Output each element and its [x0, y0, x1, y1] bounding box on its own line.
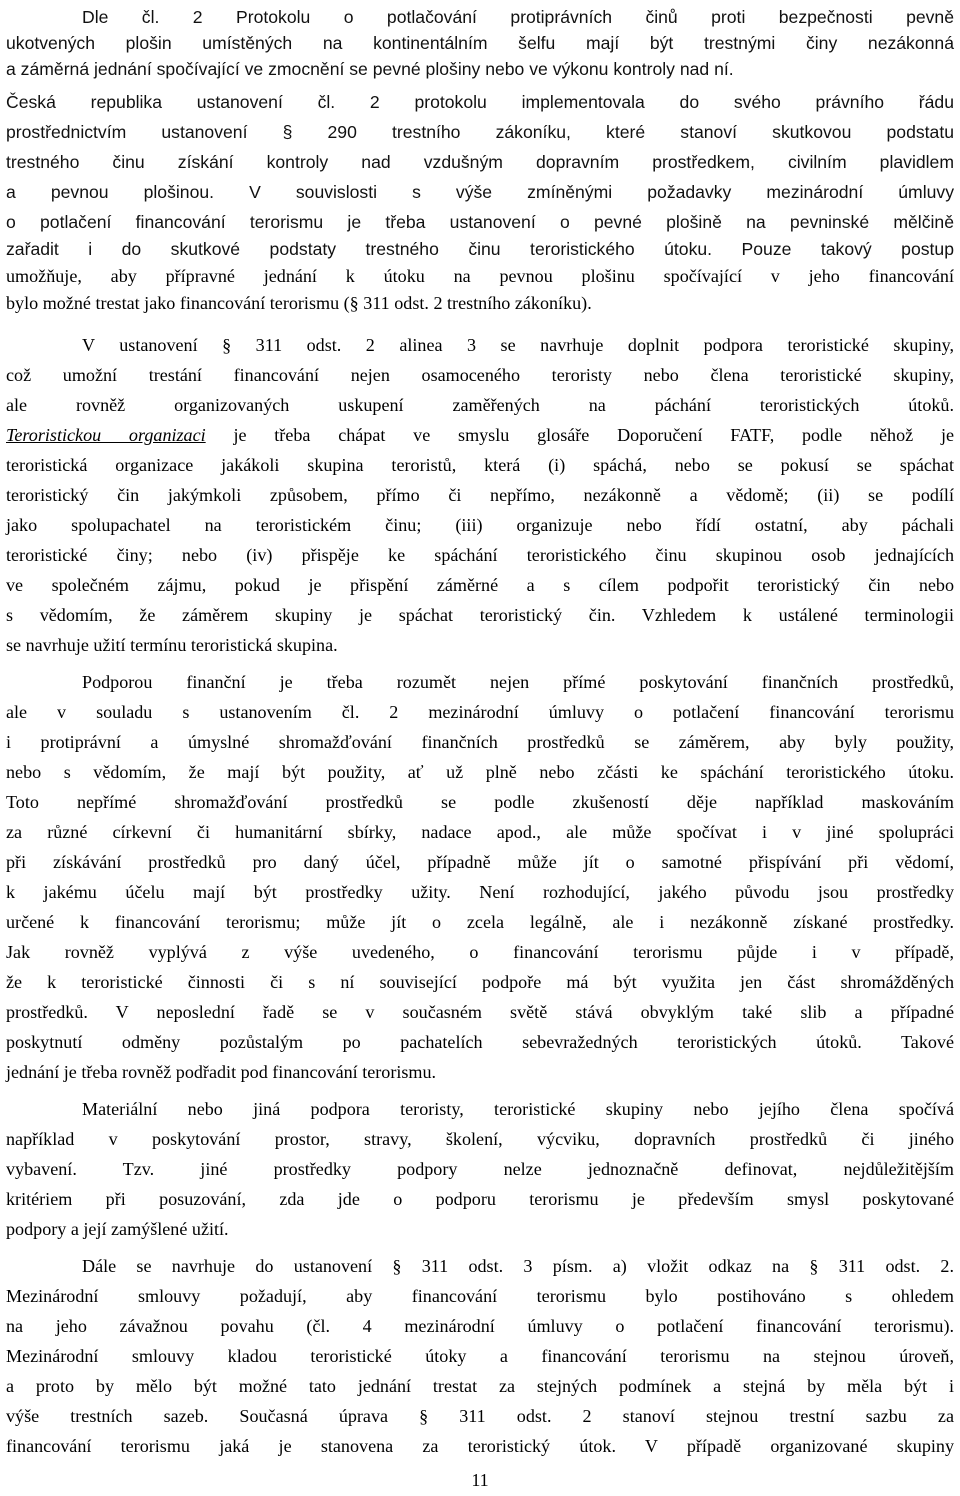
- text-line: trestného činu získání kontroly nad vzdušným dopravním prostředkem, civilním plavidlem: [6, 152, 954, 172]
- text-line: zařadit i do skutkové podstaty trestného činu teroristického útoku. Pouze takový postup: [6, 239, 954, 259]
- text-line: vybavení. Tzv. jiné prostředky podpory nelze jednoznačně definovat, nejdůležitějším: [6, 1159, 954, 1179]
- text-line: Česká republika ustanovení čl. 2 protokolu implementovala do svého právního řádu: [6, 92, 954, 112]
- text-line: ale rovněž organizovaných uskupení zaměřených na páchání teroristických útoků.: [6, 395, 954, 415]
- text-line: o potlačení financování terorismu je třeba ustanovení o pevné plošině na pevninské mělčině: [6, 212, 954, 232]
- text-line: V ustanovení § 311 odst. 2 alinea 3 se navrhuje doplnit podpora teroristické skupiny,: [82, 335, 954, 355]
- text-line: Teroristickou organizaci je třeba chápat ve smyslu glosáře Doporučení FATF, podle něhož je: [6, 425, 955, 445]
- text-line: jednání je třeba rovněž podřadit pod financování terorismu.: [6, 1062, 437, 1082]
- text-line: ve společném zájmu, pokud je přispění záměrné a s cílem podpořit teroristický čin nebo: [6, 575, 954, 595]
- text-line: se navrhuje užití termínu teroristická skupina.: [6, 635, 338, 655]
- text-line: a pevnou plošinou. V souvislosti s výše zmíněnými požadavky mezinárodní úmluvy: [6, 182, 954, 202]
- text-line: Dále se navrhuje do ustanovení § 311 odst. 3 písm. a) vložit odkaz na § 311 odst. 2.: [82, 1256, 954, 1276]
- text-line: Mezinárodní smlouvy požadují, aby financování terorismu bylo postihováno s ohledem: [6, 1286, 954, 1306]
- text-line: teroristický čin jakýmkoli způsobem, přímo či nepřímo, nezákonně a vědomě; (ii) se podílí: [6, 485, 954, 505]
- text-line: s vědomím, že záměrem skupiny je spáchat teroristický čin. Vzhledem k ustálené terminologii: [6, 605, 954, 625]
- text-line: Jak rovněž vyplývá z výše uvedeného, o financování terorismu půjde i v případě,: [6, 942, 954, 962]
- text-line: a záměrná jednání spočívající ve zmocnění se pevné plošiny nebo ve výkonu kontroly nad ní.: [6, 59, 734, 79]
- text-line: Mezinárodní smlouvy kladou teroristické útoky a financování terorismu na stejnou úroveň,: [6, 1346, 954, 1366]
- text-line: při získávání prostředků pro daný účel, případně může jít o samotné přispívání při vědomí,: [6, 852, 954, 872]
- page-number: 11: [471, 1470, 489, 1490]
- text-line: například v poskytování prostor, stravy, školení, výcviku, dopravních prostředků či jiného: [6, 1129, 954, 1149]
- text-line: Materiální nebo jiná podpora teroristy, teroristické skupiny nebo jejího člena spočívá: [82, 1099, 954, 1119]
- text-line: bylo možné trestat jako financování terorismu (§ 311 odst. 2 trestního zákoníku).: [6, 293, 592, 313]
- text-line: prostředků. V neposlední řadě se v současném světě stává obvyklým také slib a případné: [6, 1002, 954, 1022]
- text-line: umožňuje, aby přípravné jednání k útoku na pevnou plošinu spočívající v jeho financování: [6, 266, 954, 286]
- text-line: financování terorismu jaká je stanovena za teroristický útok. V případě organizované skupiny: [6, 1436, 954, 1456]
- text-line: teroristická organizace jakákoli skupina teroristů, která (i) spáchá, nebo se pokusí se spáchat: [6, 455, 954, 475]
- text-line: Toto nepřímé shromažďování prostředků se podle zkušeností děje například maskováním: [6, 792, 954, 812]
- text-line: ale v souladu s ustanovením čl. 2 mezinárodní úmluvy o potlačení financování terorismu: [6, 702, 954, 722]
- text-line: prostřednictvím ustanovení § 290 trestního zákoníku, které stanoví skutkovou podstatu: [6, 122, 954, 142]
- text-line: nebo s vědomím, že mají být použity, ať už plně nebo zčásti ke spáchání teroristického útoku.: [6, 762, 954, 782]
- text-line: že k teroristické činnosti či s ní související podpoře má být využita jen část shromážděných: [6, 972, 954, 992]
- text-line: ukotvených plošin umístěných na kontinentálním šelfu mají být trestnými činy nezákonná: [6, 33, 954, 53]
- text-line: což umožní trestání financování nejen osamoceného teroristy nebo člena teroristické skupiny,: [6, 365, 954, 385]
- text-line: Dle čl. 2 Protokolu o potlačování protiprávních činů proti bezpečnosti pevně: [82, 7, 954, 27]
- text-line: výše trestních sazeb. Současná úprava § 311 odst. 2 stanoví stejnou trestní sazbu za: [6, 1406, 954, 1426]
- text-line: a proto by mělo být možné tato jednání trestat za stejných podmínek a stejná by měla být i: [6, 1376, 954, 1396]
- text-line: teroristické činy; nebo (iv) přispěje ke spáchání teroristického činu skupinou osob jednajících: [6, 545, 954, 565]
- defined-term: Teroristickou organizaci: [6, 425, 206, 445]
- text-line: podpory a její zamýšlené užití.: [6, 1219, 229, 1239]
- text-line: Podporou finanční je třeba rozumět nejen přímé poskytování finančních prostředků,: [82, 672, 954, 692]
- text-line: i protiprávní a úmyslné shromažďování finančních prostředků se záměrem, aby byly použity,: [6, 732, 954, 752]
- text-line: jako spolupachatel na teroristickém činu; (iii) organizuje nebo řídí ostatní, aby páchali: [6, 515, 954, 535]
- text-line: kritériem při posuzování, zda jde o podporu terorismu je především smysl poskytované: [6, 1189, 954, 1209]
- text-line: za různé církevní či humanitární sbírky, nadace apod., ale může spočívat i v jiné spolupráci: [6, 822, 954, 842]
- text-line: určené k financování terorismu; může jít o zcela legálně, ale i nezákonně získané prostředky.: [6, 912, 954, 932]
- text-line: k jakému účelu mají být prostředky užity. Není rozhodující, jakého původu jsou prostředky: [6, 882, 954, 902]
- text-line: poskytnutí odměny pozůstalým po pachatelích sebevražedných teroristických útoků. Takové: [6, 1032, 954, 1052]
- text-line: na jeho závažnou povahu (čl. 4 mezinárodní úmluvy o potlačení financování terorismu).: [6, 1316, 954, 1336]
